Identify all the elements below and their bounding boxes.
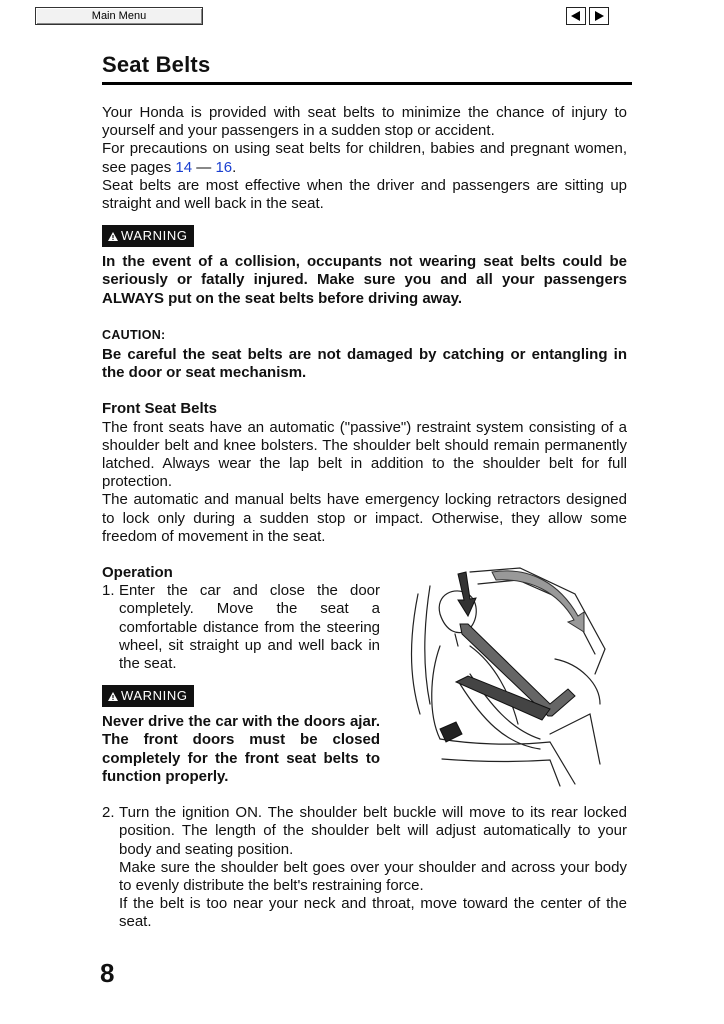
- sentence-end: .: [232, 158, 237, 176]
- operation-heading: Operation: [102, 564, 173, 582]
- warning-triangle-icon: [108, 692, 118, 701]
- next-page-button[interactable]: [589, 7, 609, 25]
- warning-text-2: Never drive the car with the doors ajar. The front doors must be closed completely for the front seat belts to function properly.: [102, 713, 380, 785]
- step-2: [102, 804, 627, 931]
- triangle-left-icon: [570, 10, 582, 22]
- warning-badge-2: [102, 685, 194, 707]
- step-2-text: [119, 804, 627, 931]
- operation-left-column: [102, 582, 380, 786]
- intro-paragraph-1: Your Honda is provided with seat belts to minimize the chance of injury to yourself and your passengers in a sudden stop or accident.: [102, 104, 627, 140]
- intro-paragraph-2-text: For precautions on using seat belts for children, babies and pregnant women, see pages: [102, 140, 627, 176]
- previous-page-button[interactable]: [566, 7, 586, 25]
- warning-label: WARNING: [121, 228, 188, 244]
- seat-belt-illustration: [400, 564, 610, 789]
- page-range-dash: —: [192, 158, 216, 176]
- warning-block-1: [102, 225, 627, 247]
- warning-badge: [102, 225, 194, 247]
- page-navigation: [566, 7, 609, 25]
- step-1: [102, 582, 380, 673]
- front-paragraph-2: The automatic and manual belts have emergency locking retractors designed to lock only during a sudden stop or impact. Otherwise, they allow some freedom of movement in the seat.: [102, 491, 627, 545]
- page-link-16[interactable]: 16: [215, 158, 233, 176]
- intro-paragraph-2: [102, 140, 627, 176]
- page-content: [102, 104, 627, 932]
- step-1-number: 1.: [102, 582, 115, 600]
- warning-block-2: [102, 685, 380, 707]
- step-1-text: Enter the car and close the door completely. Move the seat a comfortable distance from the steering wheel, sit straight up and well back in the seat.: [119, 582, 380, 673]
- main-menu-button[interactable]: Main Menu: [35, 7, 203, 25]
- page-link-14[interactable]: 14: [175, 158, 193, 176]
- front-paragraph-1: The front seats have an automatic ("passive") restraint system consisting of a shoulder belt and knee bolsters. The shoulder belt should remain permanently latched. Always wear the lap belt in addition to the shoulder belt for full protection.: [102, 418, 627, 491]
- front-seat-belts-heading: Front Seat Belts: [102, 400, 218, 418]
- step-2-paragraph-3: If the belt is too near your neck and throat, move toward the center of the seat.: [119, 895, 627, 931]
- step-2-number: 2.: [102, 804, 115, 822]
- warning-label-2: WARNING: [121, 688, 188, 704]
- step-2-paragraph-2: Make sure the shoulder belt goes over your shoulder and across your body to evenly distribute the belt's restraining force.: [119, 858, 627, 894]
- warning-text-1: In the event of a collision, occupants not wearing seat belts could be seriously or fatally injured. Make sure you and all your passengers ALWAYS put on the seat belts before driving away.: [102, 253, 627, 307]
- intro-paragraph-3: Seat belts are most effective when the driver and passengers are sitting up straight and well back in the seat.: [102, 176, 627, 213]
- step-2-paragraph-1: Turn the ignition ON. The shoulder belt buckle will move to its rear locked position. The length of the shoulder belt will adjust automatically to your body and seating position.: [119, 804, 627, 858]
- page-number: 8: [100, 958, 115, 988]
- page-title: Seat Belts: [102, 52, 211, 77]
- caution-label: CAUTION:: [102, 327, 166, 342]
- caution-text: Be careful the seat belts are not damaged by catching or entangling in the door or seat mechanism.: [102, 346, 627, 382]
- triangle-right-icon: [593, 10, 605, 22]
- operation-section: [102, 564, 627, 786]
- title-rule: [102, 82, 632, 85]
- warning-triangle-icon: [108, 232, 118, 241]
